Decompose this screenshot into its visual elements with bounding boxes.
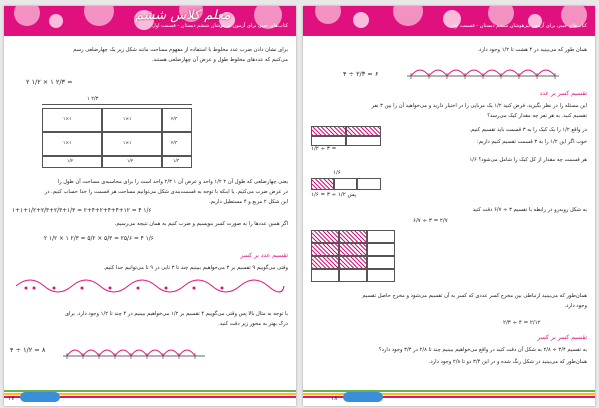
grid-cell: ۲/۳ — [162, 108, 192, 132]
top-equation: ۲ ۱/۲ × ۱ ۲/۳ = — [26, 78, 73, 86]
paragraph-line: هر قسمت چه مقدار از کل کیک را شامل می‌شود؟ ۱/۶ — [469, 157, 587, 163]
page-number: ۱۷ — [8, 395, 15, 402]
grid-cell: ۲/۳ — [162, 132, 192, 156]
section-heading: تقسیم کسر بر عدد — [539, 90, 587, 97]
area-model-grid — [32, 98, 197, 168]
intro-line: برای نشان دادن ضرب عدد مخلوط با استفاده از مفهوم مساحت مانند شکل زیر یک چهارضلعی رسم — [73, 47, 288, 53]
end-line: همان‌طور که می‌بینید ارتباطی بین مخرج کسر عددی که کسر به آن تقسیم می‌شود و مخرج حاصل تقسیم — [362, 293, 587, 299]
running-title: کتاب‌های جیبی برای آزمون تیزهوشان ششم دبستان - قسمت اول — [451, 23, 587, 29]
paragraph-line: در واقع ۱/۲ را یک کیک را به ۳ قسمت باید تقسیم کنیم. — [469, 127, 587, 133]
grid-top-label: ۱ ۲/۳ — [87, 96, 99, 102]
left-page-footer — [4, 386, 296, 406]
section-heading: تقسیم کسر بر کسر — [537, 334, 587, 341]
sum-equation: ۱+۱+۱/۲+۲/۳+۲/۳+۱/۳ = ۲+۴+۲+۴+۴+۱۲ = ۴ ۱/۶ — [12, 208, 152, 214]
header-dot-decoration — [315, 6, 341, 24]
body-line: یعنی چهارضلعی که طول آن ۲ ۱/۲ واحد و عرض آن ۱ ۲/۳ واحد است را برای محاسبه‌ی مساحت آن طول را — [57, 179, 288, 185]
end-line: وجود دارد. — [564, 303, 587, 309]
equation: ۱/۶ — [333, 170, 341, 176]
body-line: در عرض ضرب می‌کنیم. یا اینکه با توجه به قسمت‌بندی شکل می‌توانیم مساحت هر قسمت را جدا حساب کنیم. در — [44, 189, 288, 195]
page-number: ۱۸ — [331, 395, 338, 402]
equation: ۱/۲ ÷ ۳ = — [311, 146, 337, 152]
right-page-header — [303, 6, 595, 36]
grid-cell: ۱×۱ — [42, 132, 102, 156]
running-title: کتاب‌های جیبی برای آزمون تیزهوشان ششم دبستان - قسمت اول — [152, 23, 288, 29]
fraction-equation: ۲ ۱/۲ × ۱ ۲/۳ = ۵/۲ × ۵/۳ = ۲۵/۶ = ۴ ۱/۶ — [44, 236, 154, 242]
header-dot-decoration — [353, 12, 369, 28]
paragraph-line: خوب اگر این ۱/۲ را به ۳ قسمت تقسیم کنیم داریم: — [476, 139, 587, 145]
equation: پس ۱/۲ ÷ ۳ = ۱/۶ — [311, 192, 357, 198]
right-page-footer — [303, 386, 595, 406]
division-line: درک بهتر به محور زیر دقت کنید. — [218, 321, 288, 327]
hatched-diagram-1 — [311, 126, 381, 156]
paragraph-line: این مسئله را در نظر بگیرید. فرض کنید ۱/۲ یک مربایی را در اختیار دارید و می‌خواهید آن را بین ۳ نفر — [371, 103, 587, 109]
right-page — [303, 6, 595, 406]
grid-cell: ۱×۱ — [102, 132, 162, 156]
publisher-badge — [20, 392, 60, 402]
header-dot-decoration — [49, 14, 63, 28]
header-dot-decoration — [14, 6, 40, 26]
hatched-diagram-3 — [311, 230, 395, 282]
grid-cell: ۱×۱ — [42, 108, 102, 132]
intro-line: می‌کنیم که عددهای مخلوط طول و عرض آن چهارضلعی هستند. — [151, 57, 288, 63]
left-page — [4, 6, 296, 406]
paragraph-line: تقسیم کنید. به هر نفر چه مقدار کیک می‌رسد؟ — [487, 113, 587, 119]
top-line: همان طور که می‌بینید در ۴ هشت تا ۱/۲ وجود دارد. — [477, 47, 587, 53]
section-heading: تقسیم عدد بر کسر — [240, 252, 288, 259]
last-line: همان‌طور که می‌بینید در شکل رنگ شده و در این ۳/۴ دو تا ۲/۸ وجود دارد. — [428, 359, 587, 365]
last-line: به تقسیم ۳/۴ ÷ ۲/۸ به شکل آن دقت کنید در واقع می‌خواهیم ببینیم چند تا ۲/۸ در ۳/۴ وجود دارد؟ — [378, 347, 587, 353]
header-dot-decoration — [84, 6, 114, 26]
mid-line: به شکل روبه‌رو در رابطه با تقسیم ۳ ÷ ۶/۷ دقت کنید — [472, 207, 587, 213]
section-line: وقتی می‌گوییم ۹ تقسیم بر ۳ می‌خواهیم ببینیم چند تا ۳ تایی در ۹ تا می‌توانیم جدا کنیم. — [103, 265, 288, 271]
grid-cell: ۱×۱ — [102, 108, 162, 132]
number-line-result: ۴ ÷ ۱/۲ = ۸ — [10, 346, 46, 354]
hatched-diagram-2 — [311, 178, 381, 192]
equation: ۶/۷ ÷ ۳ = ۲/۷ — [413, 218, 448, 224]
division-line: با توجه به مثال بالا پس وقتی می‌گوییم ۴ تقسیم بر ۱/۲ می‌خواهیم ببینیم در ۴ چند تا ۱/۲ وجود دارد. برای — [65, 311, 288, 317]
note-line: اگر همین عددها را به صورت کسر بنویسیم و ضرب کنیم به همان نتیجه می‌رسیم. — [114, 221, 288, 227]
grouping-wave-illustration — [12, 276, 288, 296]
grid-cell: ۱/۲ — [42, 156, 102, 168]
equation: ۲/۳ ÷ ۴ = ۲/۱۲ — [503, 320, 541, 326]
number-line — [59, 336, 209, 364]
header-dot-decoration — [393, 6, 423, 26]
publisher-badge — [343, 392, 383, 402]
overlay-title: معلم کلاس ششم — [135, 8, 231, 23]
top-equation: ۴ ÷ ۲/۳ = ۶ — [343, 70, 379, 78]
number-line — [403, 58, 563, 84]
grid-cell: ۱/۲ — [102, 156, 162, 168]
grid-cell: ۱/۳ — [162, 156, 192, 168]
body-line: این شکل ۲ مربع و ۴ مستطیل داریم. — [208, 199, 288, 205]
